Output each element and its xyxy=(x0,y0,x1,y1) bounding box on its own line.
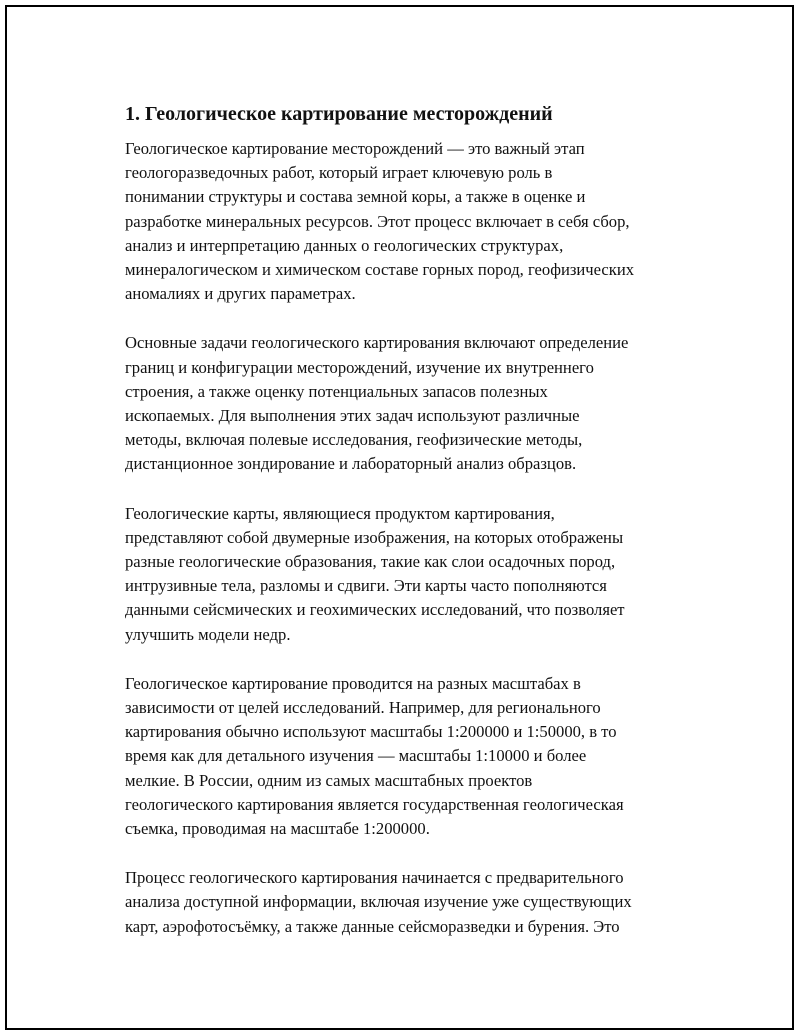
paragraph xyxy=(125,137,695,306)
text-line: анализа доступной информации, включая изучение уже существующих xyxy=(125,892,632,912)
text-line: Основные задачи геологического картирования включают определение xyxy=(125,333,629,353)
text-line: представляют собой двумерные изображения, на которых отображены xyxy=(125,527,624,547)
document-page xyxy=(5,5,794,1030)
text-line: анализ и интерпретацию данных о геологических структурах, xyxy=(125,235,564,255)
paragraph xyxy=(125,672,695,841)
text-line: строения, а также оценку потенциальных запасов полезных xyxy=(125,381,548,401)
text-line: картирования обычно используют масштабы 1:200000 и 1:50000, в то xyxy=(125,722,617,742)
text-line: геологоразведочных работ, который играет ключевую роль в xyxy=(125,163,553,183)
text-line: время как для детального изучения — масштабы 1:10000 и более xyxy=(125,746,587,766)
paragraph xyxy=(125,866,695,939)
paragraph xyxy=(125,331,695,476)
text-line: интрузивные тела, разломы и сдвиги. Эти карты часто пополняются xyxy=(125,576,607,596)
text-line: разработке минеральных ресурсов. Этот процесс включает в себя сбор, xyxy=(125,211,630,231)
section-heading: 1. Геологическое картирование месторождений xyxy=(125,103,553,125)
text-line: методы, включая полевые исследования, геофизические методы, xyxy=(125,430,583,450)
text-line: Процесс геологического картирования начинается с предварительного xyxy=(125,868,624,888)
text-line: аномалиях и других параметрах. xyxy=(125,284,356,304)
text-line: данными сейсмических и геохимических исследований, что позволяет xyxy=(125,600,625,620)
document-content xyxy=(125,101,695,964)
text-line: мелкие. В России, одним из самых масштабных проектов xyxy=(125,770,533,790)
text-line: Геологическое картирование проводится на разных масштабах в xyxy=(125,673,581,693)
text-line: улучшить модели недр. xyxy=(125,624,291,644)
text-line: понимании структуры и состава земной коры, а также в оценке и xyxy=(125,187,586,207)
text-line: карт, аэрофотосъёмку, а также данные сейсморазведки и бурения. Это xyxy=(125,916,620,936)
text-line: зависимости от целей исследований. Например, для регионального xyxy=(125,698,601,718)
text-line: Геологическое картирование месторождений — это важный этап xyxy=(125,139,585,158)
text-line: Геологические карты, являющиеся продуктом картирования, xyxy=(125,503,555,523)
text-line: дистанционное зондирование и лабораторный анализ образцов. xyxy=(125,454,577,474)
text-line: геологического картирования является государственная геологическая xyxy=(125,794,624,814)
text-line: минералогическом и химическом составе горных пород, геофизических xyxy=(125,260,635,280)
paragraph xyxy=(125,502,695,647)
text-line: разные геологические образования, такие как слои осадочных пород, xyxy=(125,552,616,572)
text-line: границ и конфигурации месторождений, изучение их внутреннего xyxy=(125,357,594,377)
text-line: ископаемых. Для выполнения этих задач используют различные xyxy=(125,406,580,426)
text-line: съемка, проводимая на масштабе 1:200000. xyxy=(125,819,430,839)
